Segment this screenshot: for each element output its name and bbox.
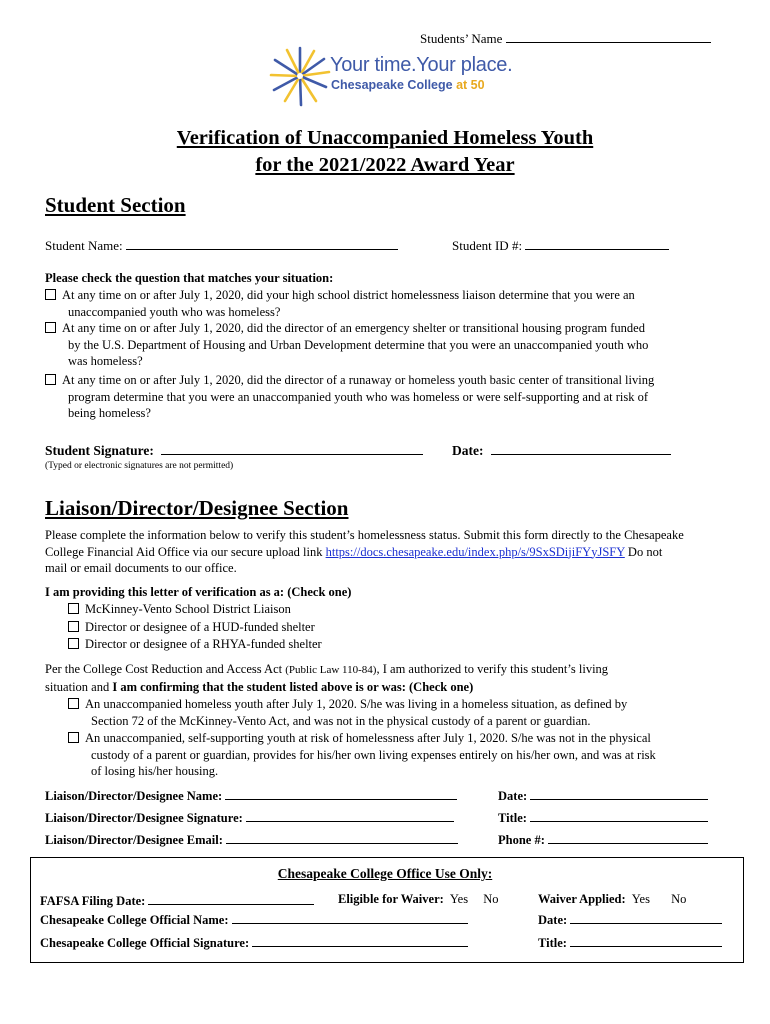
checkbox[interactable]	[45, 374, 56, 385]
student-id-label: Student ID #:	[452, 238, 523, 253]
liaison-title-field[interactable]	[530, 809, 708, 822]
option-text: Director or designee of a RHYA-funded shelter	[85, 637, 322, 651]
upload-link[interactable]: https://docs.chesapeake.edu/index.php/s/9SxSDijiFYyJSFY	[325, 544, 625, 559]
liaison-date-row	[498, 787, 708, 804]
student-signature-row	[45, 442, 423, 459]
liaison-title-row	[498, 809, 708, 826]
act-line	[45, 661, 755, 679]
student-signature-field[interactable]	[161, 442, 423, 455]
option-text: by the U.S. Department of Housing and Urban Development determine that you were an unaccompanied youth who	[68, 337, 649, 352]
option-text: being homeless?	[68, 406, 151, 420]
student-id-field[interactable]	[525, 237, 669, 250]
waiver-yes-option[interactable]: Yes	[631, 892, 650, 906]
liaison-signature-label: Liaison/Director/Designee Signature:	[45, 811, 243, 825]
act-statement	[45, 661, 755, 695]
liaison-phone-row	[498, 831, 708, 848]
liaison-phone-label: Phone #:	[498, 833, 545, 847]
act-text: Per the College Cost Reduction and Access Act	[45, 662, 286, 676]
fafsa-label: FAFSA Filing Date:	[40, 894, 146, 908]
status-option-2[interactable]	[68, 730, 748, 780]
intro-line: Please complete the information below to verify this student’s homelessness status. Submit this form directly to the Chesapeake	[45, 528, 684, 542]
student-date-row	[452, 442, 671, 459]
option-text: An unaccompanied homeless youth after July 1, 2020. S/he was living in a homeless situation, as defined by	[85, 697, 628, 711]
checkbox[interactable]	[68, 603, 79, 614]
waiver-label: Waiver Applied:	[538, 892, 626, 906]
fafsa-row	[40, 892, 314, 909]
role-option-1[interactable]	[68, 601, 291, 618]
liaison-signature-field[interactable]	[246, 809, 454, 822]
official-name-label: Chesapeake College Official Name:	[40, 913, 229, 927]
office-title-field[interactable]	[570, 934, 722, 947]
fafsa-date-field[interactable]	[148, 892, 314, 905]
office-use-heading	[0, 866, 770, 882]
intro-line: mail or email documents to our office.	[45, 561, 237, 575]
logo-tagline: Your time.Your place.	[330, 54, 513, 76]
student-signature-label: Student Signature:	[45, 443, 154, 458]
student-name-field[interactable]	[126, 237, 398, 250]
waiver-no-option[interactable]: No	[671, 892, 687, 906]
office-date-row	[538, 911, 722, 928]
student-option-3[interactable]	[45, 372, 745, 422]
official-signature-label: Chesapeake College Official Signature:	[40, 936, 250, 950]
office-title-label: Title:	[538, 936, 567, 950]
students-name-label: Students’ Name	[420, 31, 503, 46]
student-option-2[interactable]	[45, 320, 745, 370]
checkbox[interactable]	[45, 322, 56, 333]
liaison-name-row	[45, 787, 457, 804]
college-logo	[268, 45, 518, 107]
student-id-row	[452, 237, 669, 254]
option-text: custody of a parent or guardian, provides for his/her own living expenses entirely on his/her own, and was at risk	[91, 747, 656, 762]
liaison-name-field[interactable]	[225, 787, 457, 800]
office-date-field[interactable]	[570, 911, 722, 924]
office-title-row	[538, 934, 722, 951]
liaison-intro	[45, 527, 745, 577]
liaison-email-label: Liaison/Director/Designee Email:	[45, 833, 223, 847]
liaison-email-field[interactable]	[226, 831, 458, 844]
intro-text: Do not	[624, 544, 663, 559]
option-text: At any time on or after July 1, 2020, did your high school district homelessness liaison determine that you were an	[62, 288, 635, 302]
official-name-row	[40, 911, 468, 928]
official-signature-field[interactable]	[252, 934, 468, 947]
option-text: program determine that you were an unaccompanied youth who was homeless or were self-supporting and at risk of	[68, 389, 649, 404]
logo-college-text: Chesapeake College	[331, 78, 453, 92]
student-name-row	[45, 237, 398, 254]
logo-college-name	[331, 78, 485, 92]
students-name-field[interactable]	[506, 30, 711, 43]
student-date-label: Date:	[452, 443, 484, 458]
role-option-2[interactable]	[68, 619, 315, 636]
student-instruction: Please check the question that matches your situation:	[45, 271, 334, 285]
liaison-section-heading: Liaison/Director/Designee Section	[45, 496, 349, 520]
option-text: was homeless?	[68, 354, 143, 368]
page-title	[0, 125, 770, 179]
liaison-name-label: Liaison/Director/Designee Name:	[45, 789, 223, 803]
checkbox[interactable]	[68, 621, 79, 632]
eligible-yes-option[interactable]: Yes	[449, 892, 469, 906]
option-text: unaccompanied youth who was homeless?	[68, 304, 281, 319]
act-bold-text: I am confirming that the student listed above is or was: (Check one)	[112, 679, 474, 694]
liaison-signature-row	[45, 809, 454, 826]
student-name-label: Student Name:	[45, 238, 123, 253]
providing-label: I am providing this letter of verification as a: (Check one)	[45, 585, 352, 599]
option-text: Director or designee of a HUD-funded shelter	[85, 620, 315, 634]
title-line-1: Verification of Unaccompanied Homeless Youth	[176, 127, 594, 149]
title-line-2: for the 2021/2022 Award Year	[255, 154, 515, 176]
eligible-no-option[interactable]: No	[483, 892, 499, 906]
law-reference: (Public Law 110-84)	[285, 664, 377, 676]
waiver-row	[538, 892, 686, 907]
eligible-row	[338, 892, 499, 907]
option-text: of losing his/her housing.	[91, 764, 219, 778]
student-section-heading: Student Section	[45, 193, 186, 217]
liaison-date-field[interactable]	[530, 787, 708, 800]
official-name-field[interactable]	[232, 911, 468, 924]
student-date-field[interactable]	[491, 442, 671, 455]
checkbox[interactable]	[45, 289, 56, 300]
eligible-label: Eligible for Waiver:	[338, 892, 444, 906]
option-text: At any time on or after July 1, 2020, did the director of an emergency shelter or transitional housing program funded	[62, 321, 645, 335]
status-option-1[interactable]	[68, 696, 748, 729]
checkbox[interactable]	[68, 732, 79, 743]
liaison-email-row	[45, 831, 458, 848]
option-text: McKinney-Vento School District Liaison	[85, 602, 291, 616]
signature-note: (Typed or electronic signatures are not permitted)	[45, 461, 234, 471]
liaison-date-label: Date:	[498, 789, 528, 803]
act-text: situation and	[45, 679, 113, 694]
act-line	[45, 679, 755, 696]
role-option-3[interactable]	[68, 636, 322, 653]
option-text: An unaccompanied, self-supporting youth at risk of homelessness after July 1, 2020. S/he was not in the physical	[85, 731, 651, 745]
student-option-1[interactable]	[45, 287, 745, 320]
office-use-heading-text: Chesapeake College Office Use Only:	[277, 866, 493, 881]
checkbox[interactable]	[68, 638, 79, 649]
checkbox[interactable]	[68, 698, 79, 709]
act-text: , I am authorized to verify this student’s living	[376, 662, 609, 676]
intro-line	[45, 544, 745, 561]
liaison-title-label: Title:	[498, 811, 527, 825]
option-text: Section 72 of the McKinney-Vento Act, and was not in the physical custody of a parent or guardian.	[91, 713, 591, 728]
sunburst-icon	[268, 45, 332, 107]
office-date-label: Date:	[538, 913, 568, 927]
official-signature-row	[40, 934, 468, 951]
intro-text: College Financial Aid Office via our secure upload link	[45, 544, 326, 559]
logo-suffix-text: at 50	[456, 78, 485, 92]
option-text: At any time on or after July 1, 2020, did the director of a runaway or homeless youth basic center of transitional living	[62, 373, 655, 387]
liaison-phone-field[interactable]	[548, 831, 708, 844]
